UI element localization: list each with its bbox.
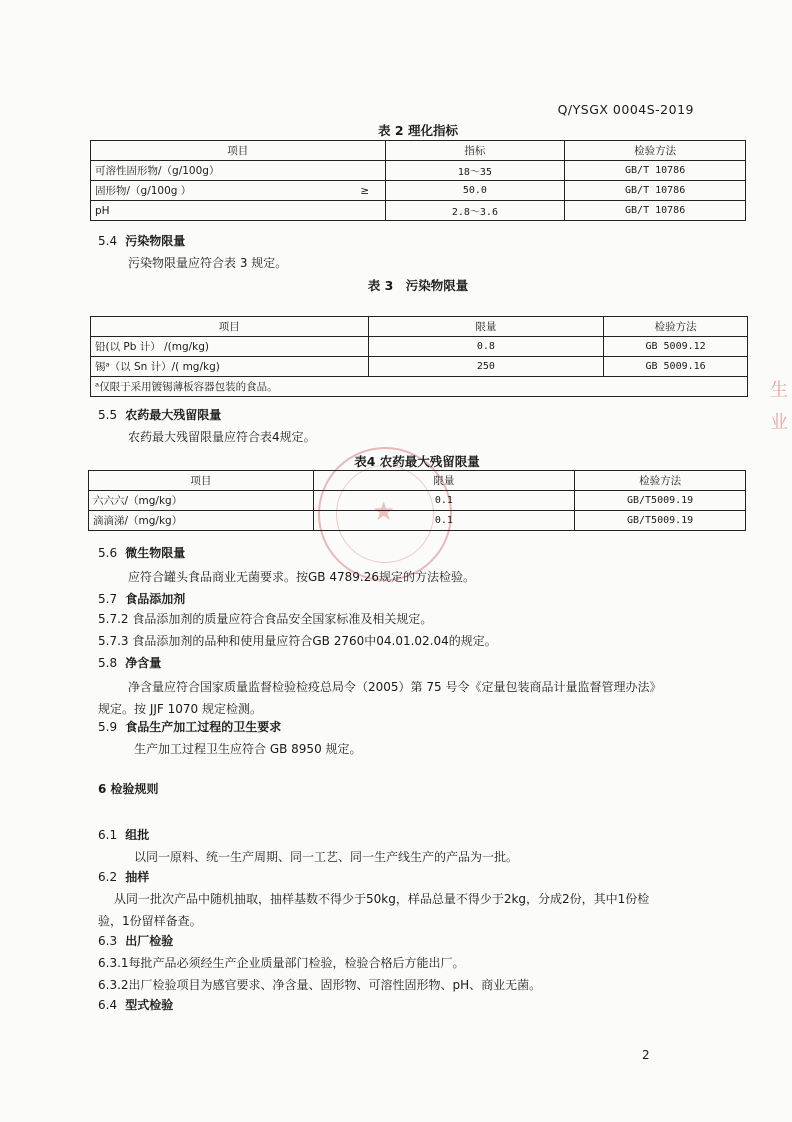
- cell-item: 固形物/（g/100g ）: [91, 181, 346, 201]
- table-row: [89, 511, 746, 531]
- cell-method: GB/T5009.19: [575, 511, 746, 531]
- cell-method: GB 5009.16: [604, 357, 748, 377]
- table-row: [91, 357, 748, 377]
- document-id: Q/YSGX 0004S-2019: [557, 102, 694, 117]
- section-6-1-text: 以同一原料、统一生产周期、同一工艺、同一生产线生产的产品为一批。: [134, 850, 519, 864]
- table-note: [91, 377, 748, 397]
- table-row: [91, 337, 748, 357]
- cell-item: 锡ᵃ（以 Sn 计）/( mg/kg): [91, 357, 369, 377]
- cell-item: pH: [91, 201, 346, 221]
- section-number: 5.9: [98, 720, 118, 734]
- header-method: 检验方法: [565, 141, 746, 161]
- section-number: 6.1: [98, 828, 118, 842]
- section-6-1-heading: [98, 826, 149, 843]
- table-row: [89, 491, 746, 511]
- cell-value: 0.8: [368, 337, 604, 357]
- cell-method: GB/T 10786: [565, 201, 746, 221]
- cell-method: GB/T5009.19: [575, 491, 746, 511]
- section-5-4-heading: [98, 232, 185, 249]
- section-title: 组批: [125, 828, 150, 842]
- section-number: 6.4: [98, 998, 118, 1012]
- edge-seal-mark: 生 业: [770, 380, 788, 433]
- cell-value: 50.0: [385, 181, 565, 201]
- header-value: 限量: [313, 471, 575, 491]
- section-number: 5.8: [98, 656, 118, 670]
- table-row: [91, 161, 746, 181]
- section-number: 5.5: [98, 408, 118, 422]
- section-5-6-text: 应符合罐头食品商业无菌要求。按GB 4789.26规定的方法检验。: [128, 570, 475, 584]
- page-number: 2: [642, 1048, 650, 1062]
- table-row: [91, 181, 746, 201]
- header-value: 限量: [368, 317, 604, 337]
- cell-method: GB 5009.12: [604, 337, 748, 357]
- section-5-5-heading: [98, 406, 221, 423]
- section-6-2-text-line1: 从同一批次产品中随机抽取，抽样基数不得少于50kg，样品总量不得少于2kg，分成2份，其中1份检: [114, 892, 650, 906]
- table4: [88, 470, 746, 531]
- table-footnote: ᵃ仅限于采用镀锡薄板容器包装的食品。: [91, 377, 748, 397]
- section-title: 出厂检验: [125, 934, 174, 948]
- section-6-3-2-text: 6.3.2出厂检验项目为感官要求、净含量、固形物、可溶性固形物、pH、商业无菌。: [98, 978, 542, 992]
- table-header: [91, 141, 746, 161]
- section-title: 型式检验: [125, 998, 174, 1012]
- cell-value: 0.1: [313, 511, 575, 531]
- table-row: [91, 201, 746, 221]
- section-6-heading: 6 检验规则: [98, 782, 159, 796]
- table2: [90, 140, 746, 221]
- table2-caption: 表 2 理化指标: [378, 123, 458, 138]
- header-item: 项目: [89, 471, 314, 491]
- section-title: 食品添加剂: [125, 592, 186, 606]
- table-header: [91, 317, 748, 337]
- header-item: 项目: [91, 141, 386, 161]
- table-header: [89, 471, 746, 491]
- section-title: 农药最大残留限量: [125, 408, 222, 422]
- section-6-3-heading: [98, 932, 173, 949]
- section-5-9-text: 生产加工过程卫生应符合 GB 8950 规定。: [134, 742, 362, 756]
- section-6-3-1-text: 6.3.1每批产品必须经生产企业质量部门检验，检验合格后方能出厂。: [98, 956, 465, 970]
- cell-item: 六六六/（mg/kg）: [89, 491, 314, 511]
- section-5-8-text-line1: 净含量应符合国家质量监督检验检疫总局令（2005）第 75 号令《定量包装商品计量监督管理办法》: [128, 680, 662, 694]
- section-5-4-text: 污染物限量应符合表 3 规定。: [128, 256, 288, 270]
- cell-method: GB/T 10786: [565, 161, 746, 181]
- section-5-8-heading: [98, 654, 161, 671]
- section-title: 食品生产加工过程的卫生要求: [125, 720, 282, 734]
- cell-value: 250: [368, 357, 604, 377]
- section-number: 5.7: [98, 592, 118, 606]
- section-5-7-heading: [98, 590, 185, 607]
- section-6-2-text-line2: 验，1份留样备查。: [98, 914, 202, 928]
- cell-item: 滴滴涕/（mg/kg）: [89, 511, 314, 531]
- section-5-7-2-text: 5.7.2 食品添加剂的质量应符合食品安全国家标准及相关规定。: [98, 612, 433, 626]
- section-5-8-text-line2: 规定。按 JJF 1070 规定检测。: [98, 702, 262, 716]
- section-5-5-text: 农药最大残留限量应符合表4规定。: [128, 430, 316, 444]
- section-number: 5.4: [98, 234, 118, 248]
- section-6-4-heading: [98, 996, 173, 1013]
- section-title: 微生物限量: [125, 546, 186, 560]
- cell-item: 铅(以 Pb 计） /(mg/kg): [91, 337, 369, 357]
- cell-sym: ≥: [345, 181, 385, 201]
- cell-sym: [345, 201, 385, 221]
- section-5-6-heading: [98, 544, 185, 561]
- cell-value: 0.1: [313, 491, 575, 511]
- section-number: 6.2: [98, 870, 118, 884]
- cell-value: 2.8～3.6: [385, 201, 565, 221]
- cell-method: GB/T 10786: [565, 181, 746, 201]
- section-6-2-heading: [98, 868, 149, 885]
- table4-caption: 表4 农药最大残留限量: [354, 454, 480, 469]
- section-title: 抽样: [125, 870, 150, 884]
- table3-caption: 表 3 污染物限量: [367, 278, 469, 293]
- cell-sym: [345, 161, 385, 181]
- cell-value: 18～35: [385, 161, 565, 181]
- table3: [90, 316, 748, 397]
- header-item: 项目: [91, 317, 369, 337]
- cell-item: 可溶性固形物/（g/100g）: [91, 161, 346, 181]
- section-5-7-3-text: 5.7.3 食品添加剂的品种和使用量应符合GB 2760中04.01.02.04的规定。: [98, 634, 497, 648]
- header-value: 指标: [385, 141, 565, 161]
- section-number: 6.3: [98, 934, 118, 948]
- section-number: 5.6: [98, 546, 118, 560]
- section-5-9-heading: [98, 718, 281, 735]
- header-method: 检验方法: [575, 471, 746, 491]
- section-title: 污染物限量: [125, 234, 186, 248]
- official-seal: ★: [318, 447, 452, 581]
- header-method: 检验方法: [604, 317, 748, 337]
- section-title: 净含量: [125, 656, 162, 670]
